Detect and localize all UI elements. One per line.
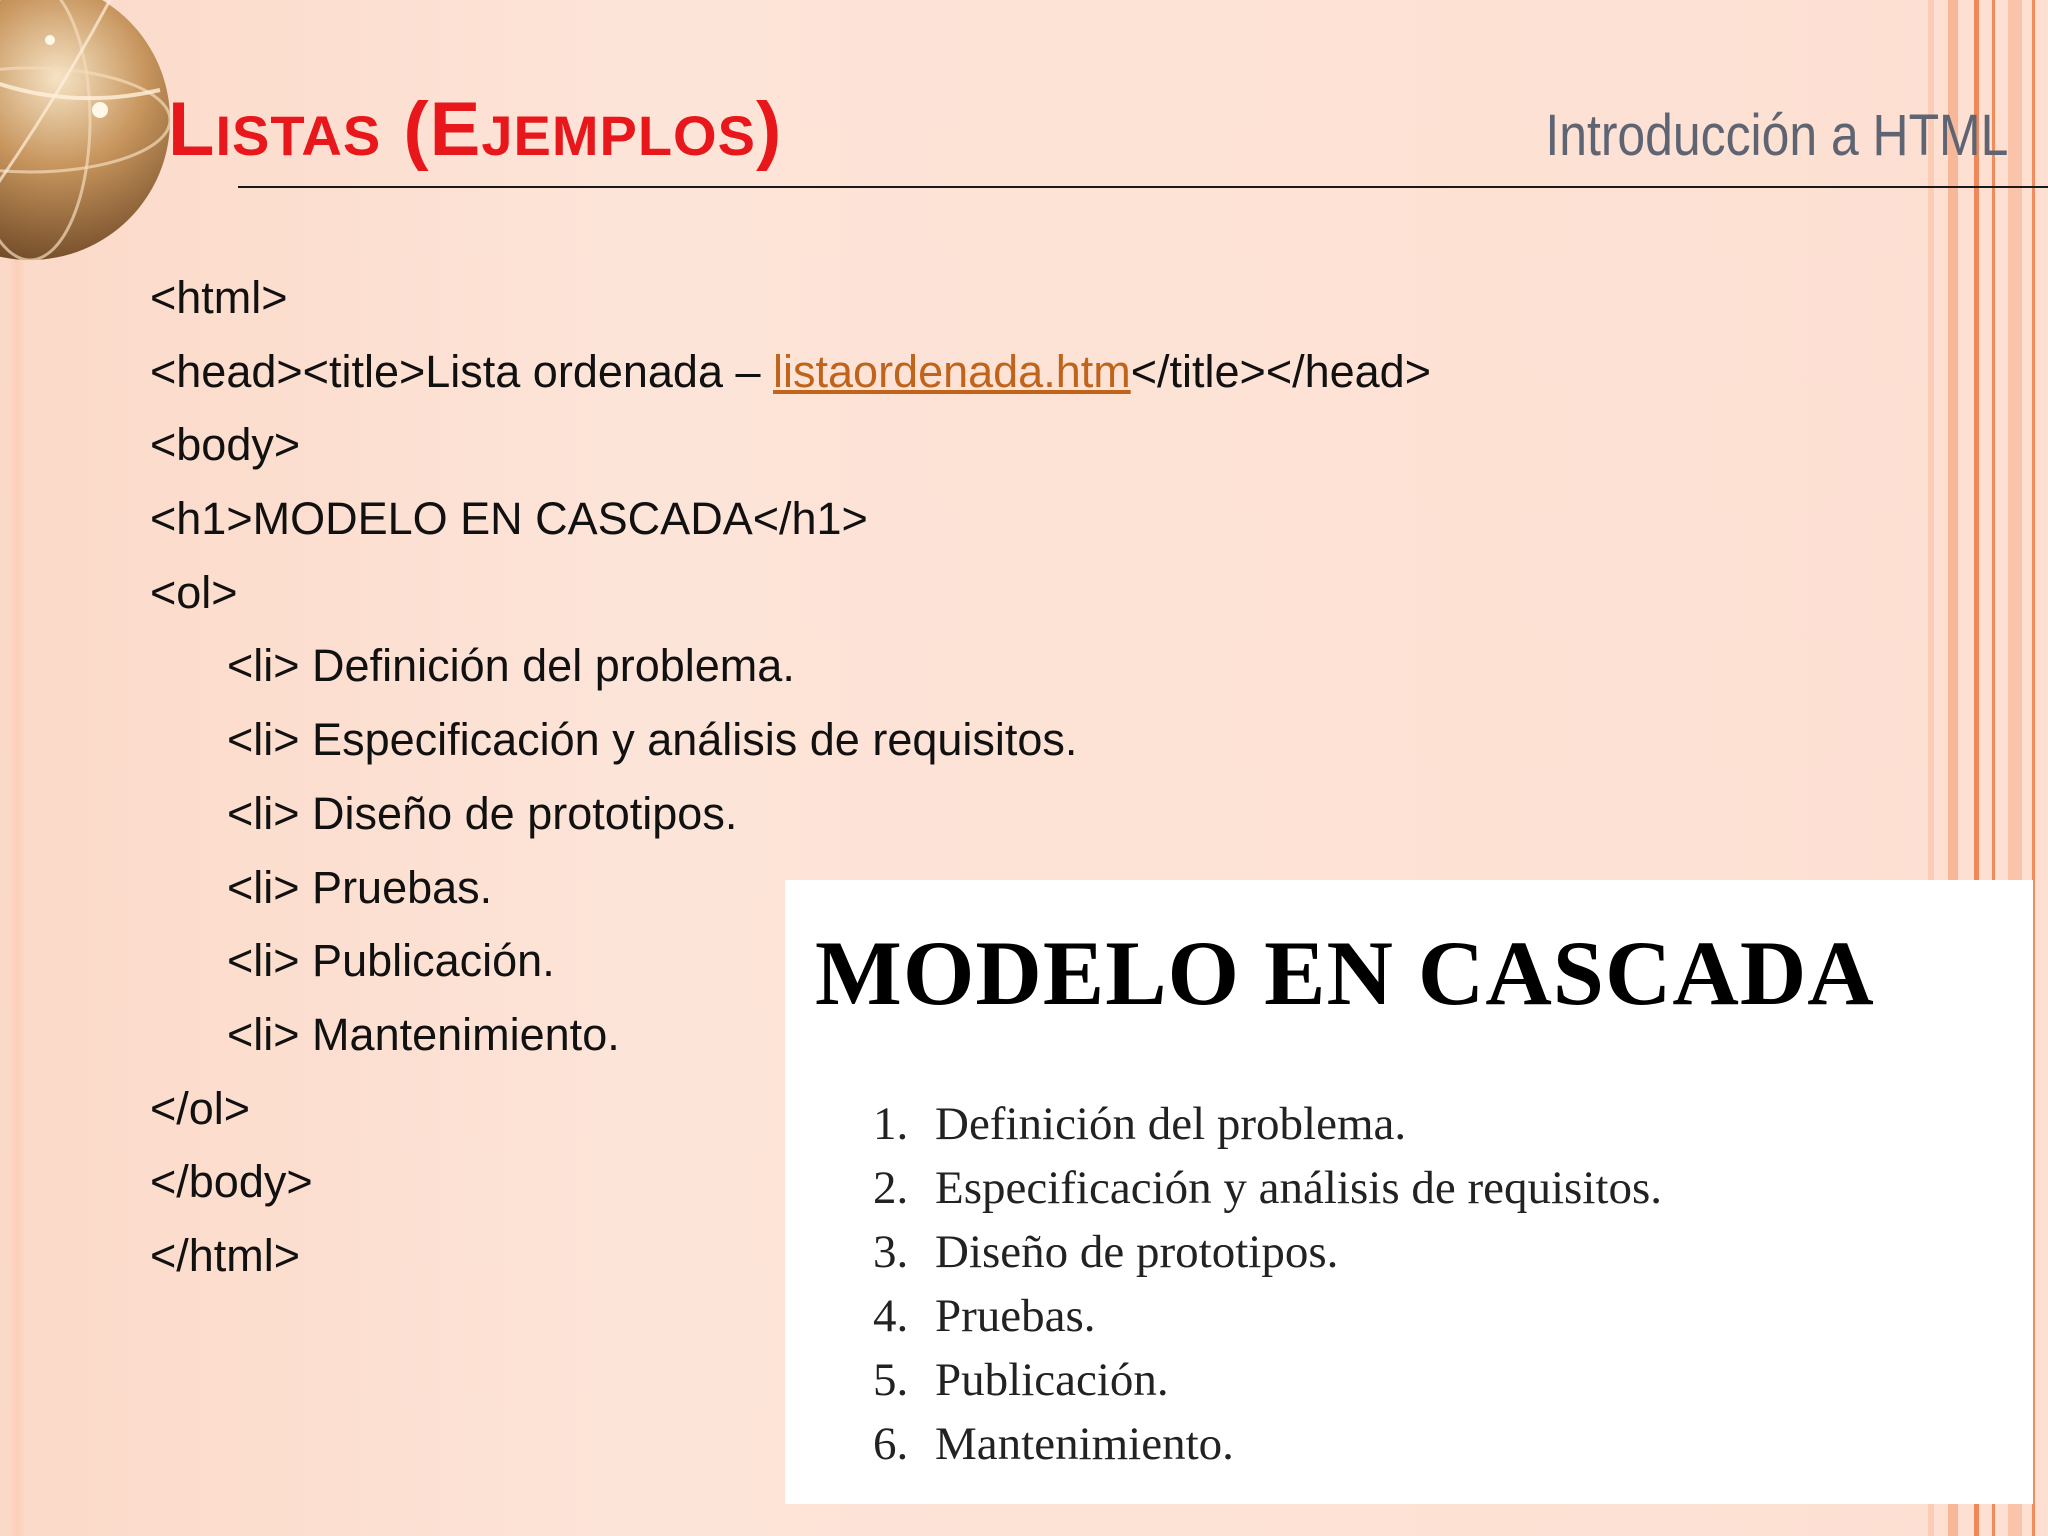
code-line: </html> — [150, 1229, 301, 1281]
code-list-item: <li> Diseño de prototipos. — [227, 787, 738, 839]
globe-logo-icon — [0, 0, 190, 270]
code-line: </ol> — [150, 1082, 251, 1134]
file-link[interactable]: listaordenada.htm — [773, 345, 1131, 397]
code-list-item: <li> Publicación. — [227, 935, 555, 987]
code-list-item: <li> Pruebas. — [227, 861, 493, 913]
code-list-item: <li> Especificación y análisis de requisitos. — [227, 714, 1078, 766]
slide-title: LISTAS (EJEMPLOS) — [168, 87, 783, 172]
list-item: 5. Publicación. — [873, 1354, 1169, 1406]
code-line: <h1>MODELO EN CASCADA</h1> — [150, 493, 868, 545]
code-line: <html> — [150, 272, 288, 323]
list-item: 2. Especificación y análisis de requisitos. — [873, 1162, 1662, 1214]
rendered-preview — [785, 880, 2033, 1504]
list-item: 6. Mantenimiento. — [873, 1418, 1234, 1470]
code-line: <ol> — [150, 566, 238, 618]
code-line: </body> — [150, 1156, 313, 1208]
list-item: 3. Diseño de prototipos. — [873, 1226, 1339, 1278]
code-list-item: <li> Definición del problema. — [227, 640, 795, 692]
list-item: 4. Pruebas. — [873, 1290, 1096, 1342]
list-item: 1. Definición del problema. — [873, 1098, 1407, 1150]
preview-heading: MODELO EN CASCADA — [815, 922, 1875, 1024]
title-divider — [238, 186, 2048, 188]
code-list-item: <li> Mantenimiento. — [227, 1008, 620, 1060]
code-line: <body> — [150, 419, 301, 471]
preview-ordered-list — [873, 1092, 1662, 1476]
slide-subtitle: Introducción a HTML — [1545, 103, 2008, 168]
code-line: <head><title>Lista ordenada – listaordenada.htm</title></head> — [150, 345, 1431, 397]
